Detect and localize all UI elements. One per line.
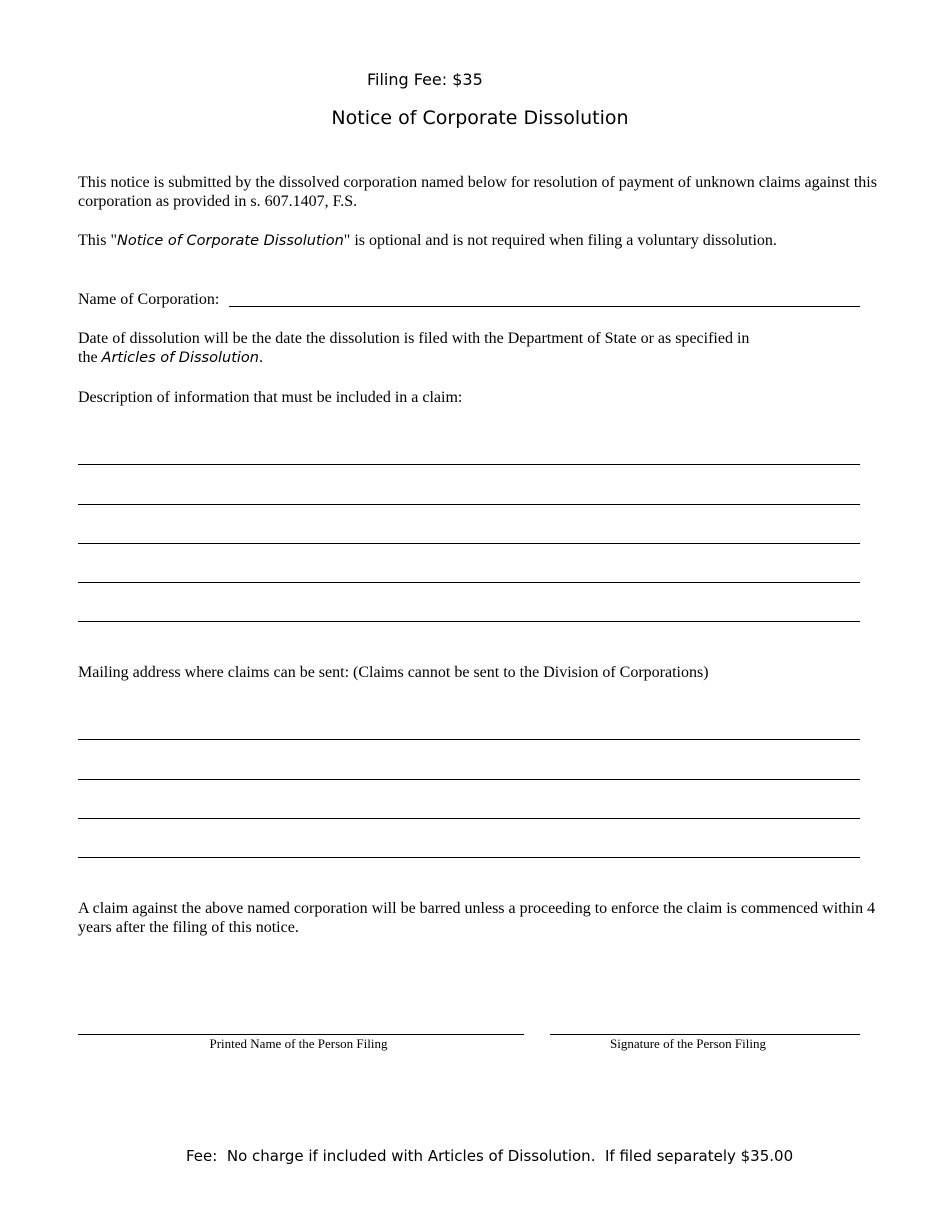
optional-note-title: Notice of Corporate Dissolution [116,233,344,249]
claim-description-line[interactable] [78,504,860,505]
claim-bar-note: A claim against the above named corporation will be barred unless a proceeding to enforce the claim is commenced within 4 years after the filing of this notice. [78,900,876,936]
printed-name-caption: Printed Name of the Person Filing [209,1036,388,1051]
page-title: Notice of Corporate Dissolution [331,107,629,129]
optional-note [78,231,898,251]
claim-description-line[interactable] [78,582,860,583]
date-note-articles: Articles of Dissolution [101,350,259,366]
corporation-name-field[interactable] [229,306,860,307]
printed-name-field[interactable] [78,1034,524,1035]
date-note-prefix: Date of dissolution will be the date the dissolution is filed with the Department of State or as specified in the [78,330,750,366]
mailing-address-line[interactable] [78,779,860,780]
signature-caption: Signature of the Person Filing [610,1036,766,1051]
mailing-address-line[interactable] [78,739,860,740]
claim-description-line[interactable] [78,621,860,622]
corporation-name-label: Name of Corporation: [78,291,220,308]
dissolution-date-note [78,329,758,368]
filing-fee: Filing Fee: $35 [367,70,483,89]
optional-note-prefix: This " [78,232,117,249]
intro-paragraph: This notice is submitted by the dissolved corporation named below for resolution of payment of unknown claims against this corporation as provided in s. 607.1407, F.S. [78,174,877,210]
claim-description-label: Description of information that must be included in a claim: [78,389,463,406]
optional-note-suffix: " is optional and is not required when filing a voluntary dissolution. [343,232,777,249]
mailing-address-line[interactable] [78,818,860,819]
signature-field[interactable] [550,1034,860,1035]
footer-fee-note: Fee: No charge if included with Articles of Dissolution. If filed separately $35.00 [186,1147,794,1165]
date-note-suffix: . [258,349,263,366]
claim-description-line[interactable] [78,543,860,544]
claim-description-line[interactable] [78,464,860,465]
mailing-address-label: Mailing address where claims can be sent: (Claims cannot be sent to the Division of Corporations) [78,664,709,681]
mailing-address-line[interactable] [78,857,860,858]
